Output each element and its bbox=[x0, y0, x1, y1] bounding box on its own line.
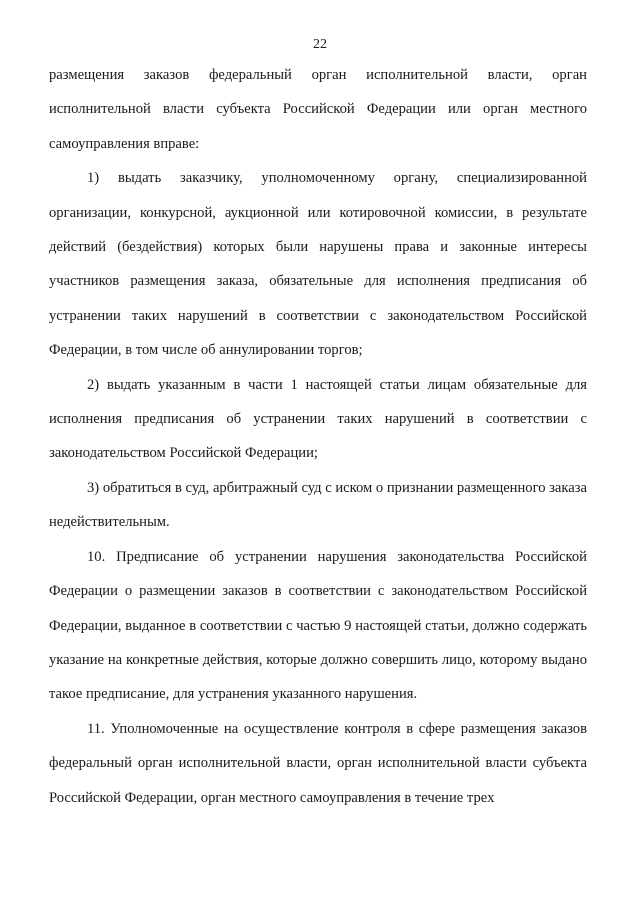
paragraph-part-10: 10. Предписание об устранении нарушения законодательства Российской Федерации о размещении заказов в соответствии с законодательством Российской Федерации, выданное в соответствии с частью 9 настоящей статьи, должно содержать указание на конкретные действия, которые должно совершить лицо, которому выдано такое предписание, для устранения указанного нарушения. bbox=[49, 548, 587, 703]
page-number: 22 bbox=[313, 37, 327, 52]
paragraph-continuation: размещения заказов федеральный орган исполнительной власти, орган исполнительной власти субъекта Российской Федерации или орган местного самоуправления вправе: bbox=[49, 67, 587, 152]
paragraph-item-3: 3) обратиться в суд, арбитражный суд с иском о признании размещенного заказа недействительным. bbox=[49, 479, 587, 531]
paragraph-item-2: 2) выдать указанным в части 1 настоящей статьи лицам обязательные для исполнения предписания об устранении таких нарушений в соответствии с законодательством Российской Федерации; bbox=[49, 376, 587, 462]
document-body bbox=[49, 58, 587, 815]
paragraph-item-1: 1) выдать заказчику, уполномоченному органу, специализированной организации, конкурсной, аукционной или котировочной комиссии, в результате действий (бездействия) которых были нарушены права и законные интересы участников размещения заказа, обязательные для исполнения предписания об устранении таких нарушений в соответствии с законодательством Российской Федерации, в том числе об аннулировании торгов; bbox=[49, 170, 587, 359]
paragraph-part-11: 11. Уполномоченные на осуществление контроля в сфере размещения заказов федеральный орган исполнительной власти, орган исполнительной власти субъекта Российской Федерации, орган местного самоуправления в течение трех bbox=[49, 720, 587, 806]
